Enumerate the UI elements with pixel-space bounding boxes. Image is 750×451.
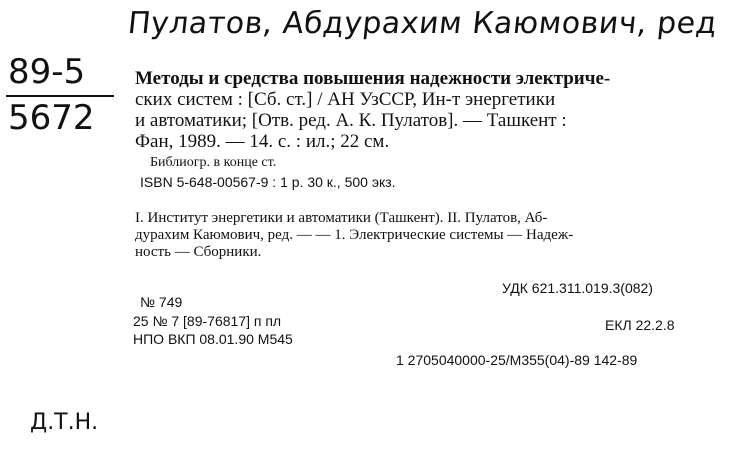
production-number: № 749 <box>140 294 183 310</box>
tracing-line-2: дурахим Каюмович, ред. — — 1. Электрические системы — Надеж- <box>135 227 574 243</box>
production-order: 25 № 7 [89-76817] п пл <box>133 313 282 329</box>
call-number-top: 89-5 <box>8 52 86 92</box>
bibliography-note: Библиогр. в конце ст. <box>150 155 277 170</box>
tracing-line-1: I. Институт энергетики и автоматики (Ташкент). II. Пулатов, Аб- <box>135 210 548 226</box>
call-number-bottom: 5672 <box>8 98 95 138</box>
tracing-line-3: ность — Сборники. <box>135 244 262 260</box>
main-entry-line-2: ских систем : [Сб. ст.] / АН УзССР, Ин-т энергетики <box>135 89 556 110</box>
isbn-note: ISBN 5-648-00567-9 : 1 р. 30 к., 500 экз. <box>140 174 396 190</box>
call-number-divider <box>6 95 114 97</box>
classification-code: 1 2705040000-25/М355(04)-89 142-89 <box>396 352 638 368</box>
main-entry-line-1: Методы и средства повышения надежности электриче- <box>135 68 611 89</box>
handwritten-heading: Пулатов, Абдурахим Каюмович, ред <box>126 6 719 41</box>
handwritten-corner-note: Д.Т.Н. <box>30 410 99 435</box>
main-entry-line-3: и автоматики; [Отв. ред. А. К. Пулатов]. — Ташкент : <box>135 110 567 131</box>
bbk-code: ЕКЛ 22.2.8 <box>605 317 675 333</box>
main-entry-line-4: Фан, 1989. — 14. с. : ил.; 22 см. <box>135 131 390 152</box>
production-publisher: НПО ВКП 08.01.90 М545 <box>133 331 293 347</box>
udc-code: УДК 621.311.019.3(082) <box>502 280 653 296</box>
